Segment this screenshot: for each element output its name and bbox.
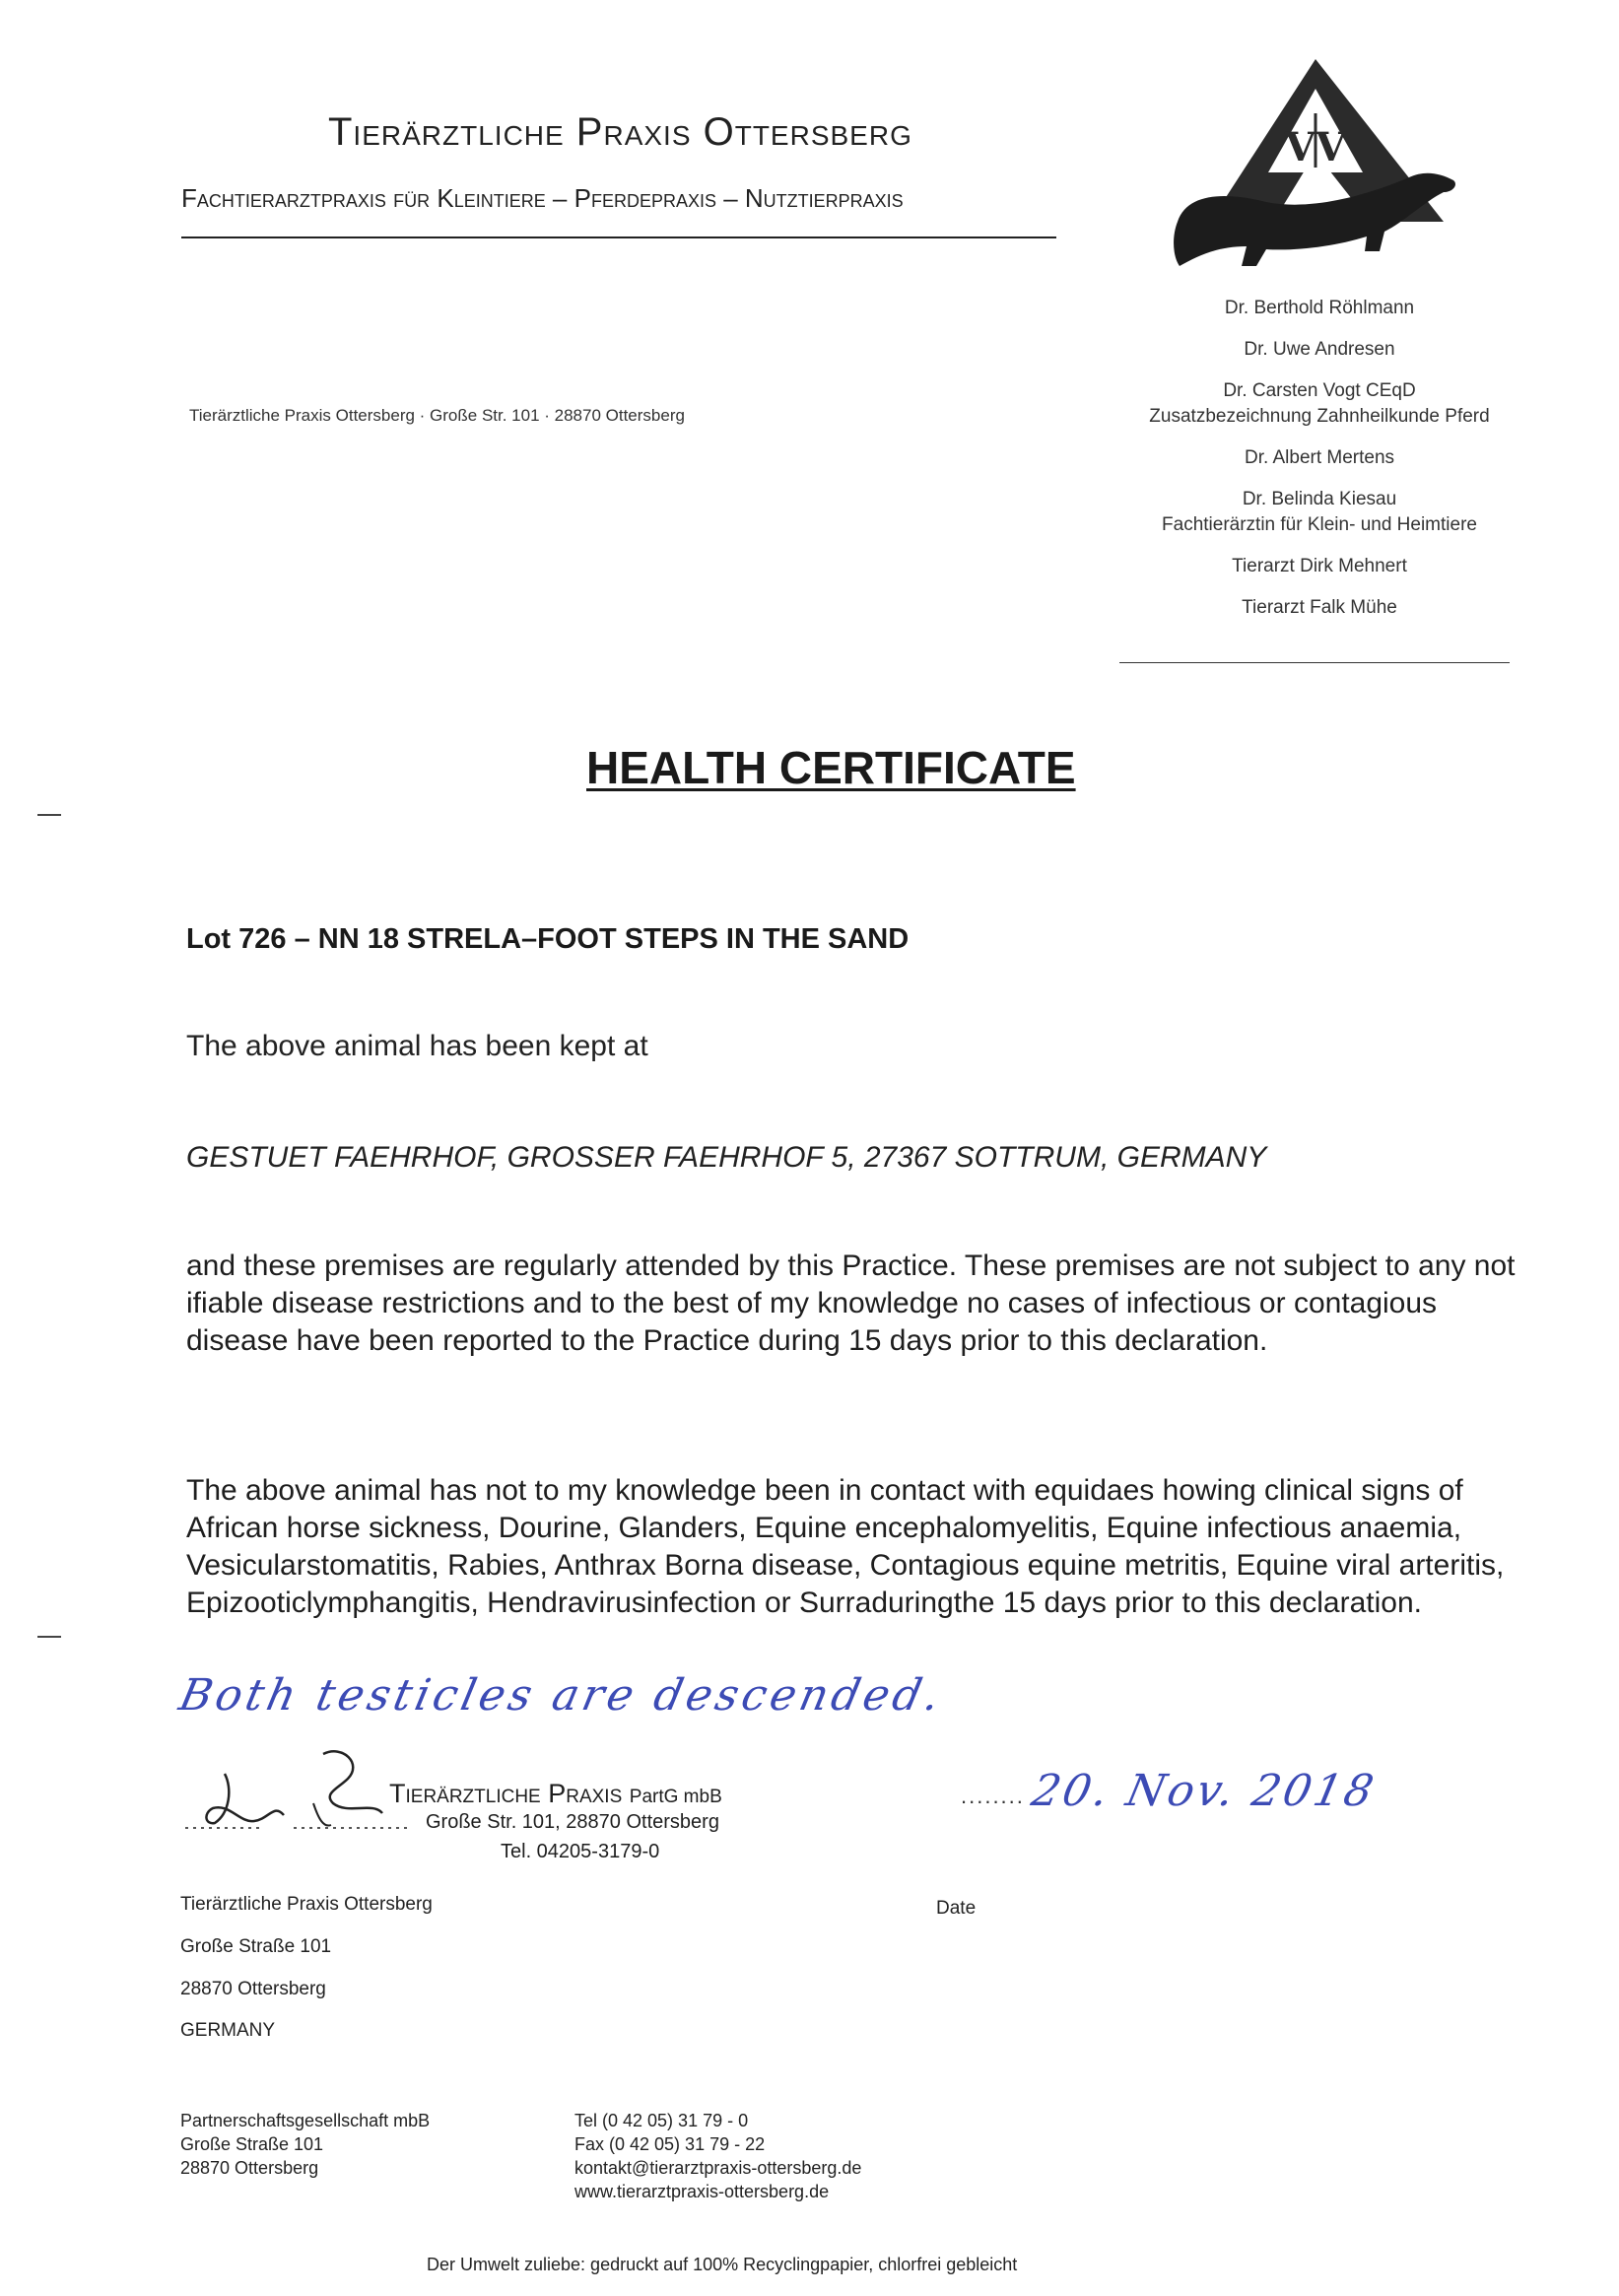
stamp-name-text: Tierärztliche Praxis [389,1779,623,1808]
contact-statement: The above animal has not to my knowledge been in contact with equidaes howing clinical signs of African horse sickness, Dourine, Glanders, Equine encephalomyelitis, Equine infectious anaemia, Vesicularstomatitis, Rabies, Anthrax Borna disease, Contagious equine metritis, Equine viral arteritis, Epizooticlymphangitis, Hendravirusinfection or Surraduringthe 15 days prior to this declaration. [186,1474,1505,1619]
vet-qualification: Zusatzbezeichnung Zahnheilkunde Pferd [1149,406,1490,427]
footer-contact [574,2109,861,2203]
date-dotted-line: ........ [961,1784,1025,1808]
footer-line: Große Straße 101 [180,2134,324,2154]
kept-at-label: The above animal has been kept at [186,1030,648,1062]
certificate-title: HEALTH CERTIFICATE [586,742,1076,793]
footer-phone: Tel (0 42 05) 31 79 - 0 [574,2111,749,2130]
handwritten-date: 20. Nov. 2018 [1027,1766,1381,1816]
footer-line: 28870 Ottersberg [180,2158,319,2178]
vet-name: Dr. Belinda Kiesau [1242,489,1397,509]
premises-statement: and these premises are regularly attended by this Practice. These premises are not subject to any not ifiable disease restrictions and to the best of my knowledge no cases of infectious or contagious disease have been reported to the Practice during 15 days prior to this declaration. [186,1249,1516,1357]
letterhead-divider [181,236,1056,238]
sender-address-line: GERMANY [180,2020,276,2041]
sender-address-line: Tierärztliche Praxis Ottersberg [180,1894,433,1915]
vet-name: Tierarzt Falk Mühe [1242,597,1397,618]
footer-company [180,2109,430,2180]
footer-website: www.tierarztpraxis-ottersberg.de [574,2182,830,2201]
sender-address-line: 28870 Ottersberg [180,1979,326,1999]
vet-name: Tierarzt Dirk Mehnert [1232,556,1407,576]
vet-qualification: Fachtierärztin für Klein- und Heimtiere [1162,514,1477,535]
handwritten-note: Both testicles are descended. [174,1670,949,1721]
practice-logo-icon [1158,54,1473,286]
vet-name: Dr. Berthold Röhlmann [1224,298,1415,318]
veterinarian-divider [1119,662,1510,663]
footer-line: Partnerschaftsgesellschaft mbB [180,2111,431,2130]
fold-mark [37,814,61,816]
stamp-phone: Tel. 04205-3179-0 [501,1841,660,1862]
vet-name: Dr. Uwe Andresen [1244,339,1395,360]
practice-title: Tierärztliche Praxis Ottersberg [328,110,912,154]
stamp-address: Große Str. 101, 28870 Ottersberg [426,1811,719,1833]
footer-fax: Fax (0 42 05) 31 79 - 22 [574,2134,766,2154]
lot-heading: Lot 726 – NN 18 STRELA–FOOT STEPS IN THE SAND [186,923,910,955]
vet-name: Dr. Carsten Vogt CEqD [1223,380,1416,401]
footer-email: kontakt@tierarztpraxis-ottersberg.de [574,2158,862,2178]
date-label: Date [936,1898,977,1919]
logo-letters: VV [1284,124,1347,170]
premises-address: GESTUET FAEHRHOF, GROSSER FAEHRHOF 5, 27367 SOTTRUM, GERMANY [186,1141,1267,1174]
recycling-note: Der Umwelt zuliebe: gedruckt auf 100% Recyclingpapier, chlorfrei gebleicht [427,2255,1018,2274]
fold-mark [37,1636,61,1638]
practice-subtitle: Fachtierarztpraxis für Kleintiere – Pferdepraxis – Nutztierpraxis [181,183,904,213]
stamp-practice-name [389,1779,722,1809]
return-address: Tierärztliche Praxis Ottersberg · Große Str. 101 · 28870 Ottersberg [189,406,685,425]
vet-name: Dr. Albert Mertens [1244,447,1395,468]
stamp-suffix: PartG mbB [629,1787,722,1807]
veterinarian-list [1113,296,1525,621]
sender-address-line: Große Straße 101 [180,1936,332,1957]
